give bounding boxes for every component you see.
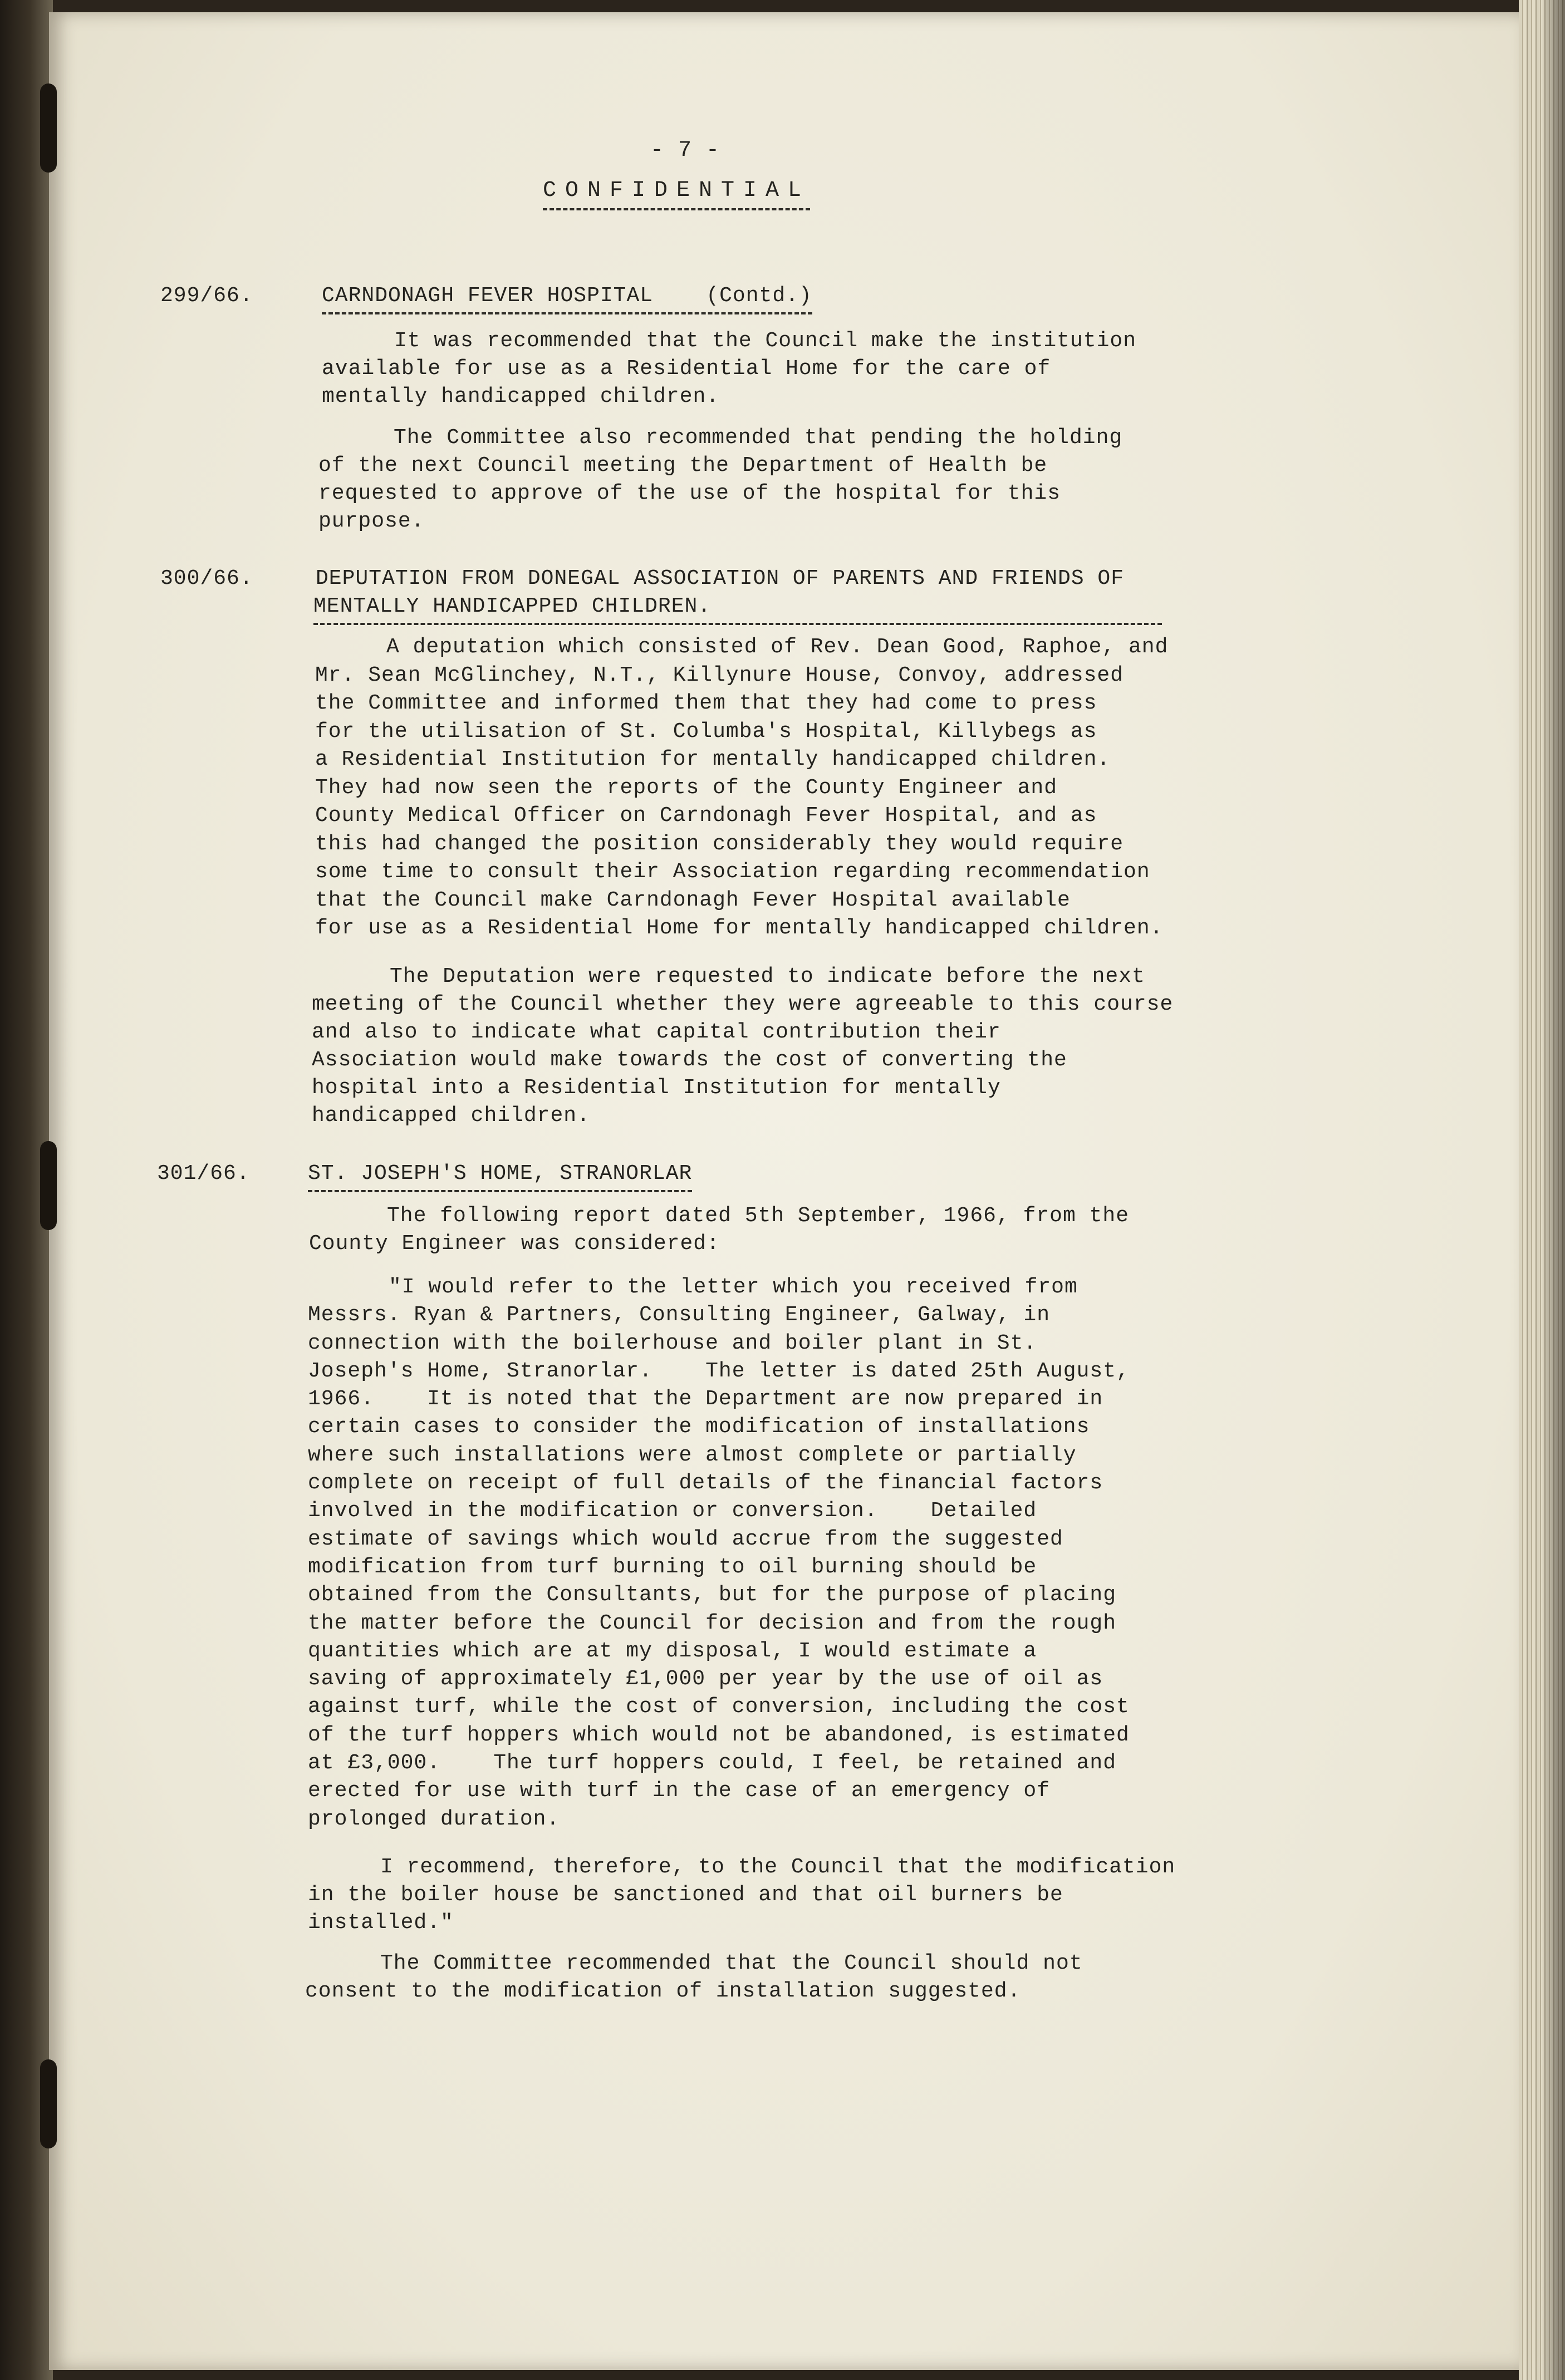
text-line: against turf, while the cost of conversion, including the cost (308, 1695, 1130, 1719)
text-line: estimate of savings which would accrue from the suggested (308, 1527, 1063, 1551)
paragraph-301-1 (309, 1202, 1129, 1258)
text-line: at £3,000. The turf hoppers could, I feel, be retained and (308, 1751, 1117, 1776)
paragraph-301-committee (305, 1950, 1083, 2005)
item-heading-300-line1: DEPUTATION FROM DONEGAL ASSOCIATION OF PARENTS AND FRIENDS OF (316, 567, 1125, 591)
text-line: involved in the modification or conversion. Detailed (308, 1499, 1037, 1523)
text-line: available for use as a Residential Home for the care of (322, 357, 1051, 381)
text-line: of the turf hoppers which would not be abandoned, is estimated (308, 1723, 1130, 1747)
text-line: I recommend, therefore, to the Council that the modification (380, 1855, 1176, 1879)
item-heading-299: CARNDONAGH FEVER HOSPITAL (Contd.) (322, 282, 812, 314)
page-number: - 7 - (650, 138, 720, 163)
text-line: complete on receipt of full details of the financial factors (308, 1471, 1103, 1496)
text-line: hospital into a Residential Institution for mentally (312, 1076, 1001, 1100)
text-line: requested to approve of the use of the hospital for this (318, 481, 1061, 505)
item-heading-301: ST. JOSEPH'S HOME, STRANORLAR (308, 1160, 692, 1192)
paragraph-300-2 (312, 963, 1173, 1130)
text-line: County Medical Officer on Carndonagh Fever Hospital, and as (315, 804, 1097, 828)
text-line: erected for use with turf in the case of an emergency of (308, 1779, 1051, 1803)
text-line: 1966. It is noted that the Department are now prepared in (308, 1387, 1103, 1412)
text-line: They had now seen the reports of the County Engineer and (315, 775, 1058, 800)
text-line: It was recommended that the Council make the institution (394, 329, 1137, 353)
text-line: The Deputation were requested to indicate before the next (390, 965, 1145, 989)
text-line: The following report dated 5th September, 1966, from the (387, 1204, 1130, 1228)
text-line: for the utilisation of St. Columba's Hospital, Killybegs as (315, 719, 1097, 744)
text-line: connection with the boilerhouse and boiler plant in St. (308, 1331, 1037, 1355)
item-number-299: 299/66. (160, 284, 253, 308)
text-line: County Engineer was considered: (309, 1232, 720, 1256)
text-line: obtained from the Consultants, but for the purpose of placing (308, 1583, 1117, 1607)
text-line: quantities which are at my disposal, I would estimate a (308, 1639, 1037, 1663)
text-line: of the next Council meeting the Department of Health be (318, 454, 1048, 478)
text-line: and also to indicate what capital contribution their (312, 1020, 1001, 1044)
text-line: The Committee recommended that the Council should not (380, 1951, 1083, 1975)
text-line: in the boiler house be sanctioned and that oil burners be (308, 1883, 1063, 1907)
text-line: installed." (308, 1911, 454, 1935)
paragraph-299-2 (318, 424, 1122, 535)
text-line: purpose. (318, 509, 425, 533)
text-line: certain cases to consider the modification of installations (308, 1415, 1090, 1439)
paragraph-300-1 (315, 633, 1168, 943)
text-line: handicapped children. (312, 1104, 590, 1128)
paragraph-299-1 (322, 327, 1136, 411)
item-number-300: 300/66. (160, 567, 253, 591)
text-line: "I would refer to the letter which you received from (389, 1275, 1078, 1299)
text-line: Joseph's Home, Stranorlar. The letter is dated 25th August, (308, 1359, 1130, 1383)
text-line: A deputation which consisted of Rev. Dean Good, Raphoe, and (386, 635, 1169, 659)
text-line: meeting of the Council whether they were agreeable to this course (312, 992, 1174, 1016)
text-line: the matter before the Council for decision and from the rough (308, 1611, 1117, 1635)
text-line: mentally handicapped children. (322, 385, 720, 409)
item-number-301: 301/66. (157, 1162, 250, 1186)
item-heading-300-line2: MENTALLY HANDICAPPED CHILDREN. (313, 593, 1162, 625)
text-line: Association would make towards the cost of converting the (312, 1048, 1067, 1072)
text-line: the Committee and informed them that they had come to press (315, 691, 1097, 715)
text-line: The Committee also recommended that pending the holding (394, 426, 1123, 450)
paragraph-301-recommend (308, 1853, 1175, 1937)
text-line: prolonged duration. (308, 1807, 560, 1831)
text-line: that the Council make Carndonagh Fever Hospital available (315, 888, 1071, 912)
text-line: some time to consult their Association regarding recommendation (315, 860, 1150, 884)
paragraph-301-report (308, 1273, 1130, 1833)
text-line: a Residential Institution for mentally handicapped children. (315, 748, 1111, 771)
text-line: this had changed the position considerably they would require (315, 832, 1124, 856)
text-line: Messrs. Ryan & Partners, Consulting Engineer, Galway, in (308, 1303, 1051, 1327)
text-line: consent to the modification of installation suggested. (305, 1979, 1021, 2003)
text-line: saving of approximately £1,000 per year by the use of oil as (308, 1667, 1103, 1691)
text-line: for use as a Residential Home for mentally handicapped children. (315, 916, 1164, 940)
text-line: Mr. Sean McGlinchey, N.T., Killynure House, Convoy, addressed (315, 663, 1124, 687)
text-line: modification from turf burning to oil burning should be (308, 1555, 1037, 1579)
text-line: where such installations were almost complete or partially (308, 1443, 1077, 1467)
confidential-heading: CONFIDENTIAL (543, 177, 810, 210)
